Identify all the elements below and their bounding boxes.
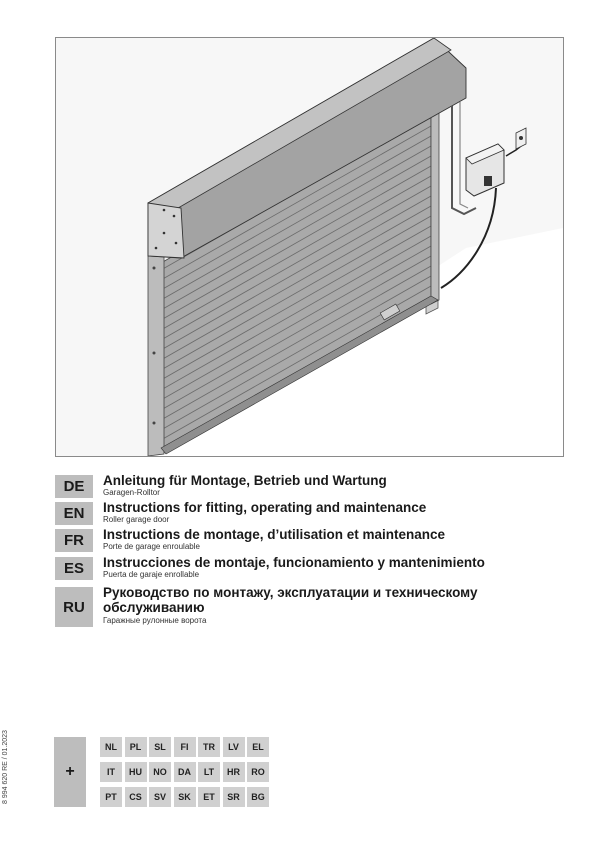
language-tag: NO [149,762,171,782]
lang-title-ru-line2: обслуживанию [103,600,205,615]
language-tag: SV [149,787,171,807]
language-tag: HR [223,762,245,782]
language-tag: CS [125,787,147,807]
lang-title-fr: Instructions de montage, d’utilisation et maintenance [103,527,446,542]
language-tag: PT [100,787,122,807]
language-tag: FI [174,737,196,757]
language-tag: EL [247,737,269,757]
language-tag: NL [100,737,122,757]
lang-title-ru-line1: Руководство по монтажу, эксплуатации и техническому [103,585,478,600]
language-tag: ET [198,787,220,807]
lang-subtitle-es: Puerta de garaje enrollable [103,570,200,579]
lang-badge-de: DE [55,475,93,498]
lang-title-es: Instrucciones de montaje, funcionamiento y mantenimiento [103,555,485,570]
language-tag: LT [198,762,220,782]
language-tag: HU [125,762,147,782]
more-languages-plus: + [54,737,86,807]
language-tag: PL [125,737,147,757]
language-tag: LV [223,737,245,757]
lang-subtitle-de: Garagen-Rolltor [103,488,160,497]
lang-badge-fr: FR [55,529,93,552]
language-tag: DA [174,762,196,782]
language-tag: SL [149,737,171,757]
lang-title-en: Instructions for fitting, operating and maintenance [103,500,427,515]
language-tag: TR [198,737,220,757]
lang-badge-es: ES [55,557,93,580]
document-number: 8 994 620 RE / 01.2023 [2,730,9,804]
language-tag: RO [247,762,269,782]
door-illustration [55,37,564,457]
lang-title-de: Anleitung für Montage, Betrieb und Wartung [103,473,387,488]
roller-garage-door-with-operator-icon [56,38,563,456]
lang-badge-en: EN [55,502,93,525]
lang-subtitle-en: Roller garage door [103,515,170,524]
language-tag: SK [174,787,196,807]
language-tag: SR [223,787,245,807]
lang-subtitle-ru: Гаражные рулонные ворота [103,616,207,625]
lang-subtitle-fr: Porte de garage enroulable [103,542,200,551]
lang-badge-ru: RU [55,587,93,627]
language-tag: IT [100,762,122,782]
language-tag: BG [247,787,269,807]
